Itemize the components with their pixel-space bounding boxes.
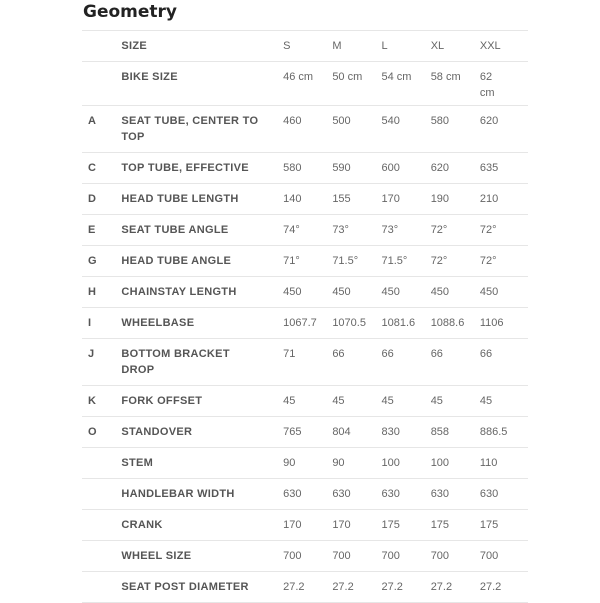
row-value: 45 xyxy=(283,386,332,417)
table-row xyxy=(82,541,528,572)
row-value: 175 xyxy=(480,510,528,541)
row-value: 700 xyxy=(431,541,480,572)
row-value: 27.2 xyxy=(431,572,480,603)
row-label: CRANK xyxy=(121,510,283,541)
row-value: 66 xyxy=(382,339,431,386)
row-value: 1106 xyxy=(480,308,528,339)
row-value: 620 xyxy=(431,153,480,184)
row-code: C xyxy=(82,153,121,184)
row-value: 110 xyxy=(480,448,528,479)
geometry-table xyxy=(82,30,528,603)
row-value: 580 xyxy=(283,153,332,184)
table-row xyxy=(82,339,528,386)
row-value: 500 xyxy=(332,106,381,153)
row-value: 45 xyxy=(431,386,480,417)
row-value: 450 xyxy=(480,277,528,308)
row-label: FORK OFFSET xyxy=(121,386,283,417)
row-value: 90 xyxy=(283,448,332,479)
row-value: 590 xyxy=(332,153,381,184)
row-label: SEAT POST DIAMETER xyxy=(121,572,283,603)
row-value: 71.5° xyxy=(382,246,431,277)
table-row xyxy=(82,277,528,308)
row-value: 886.5 xyxy=(480,417,528,448)
row-value: 1088.6 xyxy=(431,308,480,339)
row-value: 27.2 xyxy=(382,572,431,603)
row-code: J xyxy=(82,339,121,386)
row-value: 1070.5 xyxy=(332,308,381,339)
row-value: 71° xyxy=(283,246,332,277)
row-value: 66 xyxy=(332,339,381,386)
row-label: BIKE SIZE xyxy=(121,62,283,106)
header-size-m: M xyxy=(332,31,381,62)
row-code: H xyxy=(82,277,121,308)
row-code xyxy=(82,62,121,106)
row-value: 66 xyxy=(480,339,528,386)
row-code xyxy=(82,572,121,603)
row-value: 175 xyxy=(382,510,431,541)
header-size-label: SIZE xyxy=(121,31,283,62)
row-value: 630 xyxy=(431,479,480,510)
header-code-cell xyxy=(82,31,121,62)
row-value: 630 xyxy=(332,479,381,510)
table-row xyxy=(82,479,528,510)
row-value: 73° xyxy=(332,215,381,246)
row-value: 450 xyxy=(431,277,480,308)
row-value: 50 cm xyxy=(332,62,381,106)
row-value: 27.2 xyxy=(332,572,381,603)
row-value: 858 xyxy=(431,417,480,448)
row-value: 460 xyxy=(283,106,332,153)
row-value: 71.5° xyxy=(332,246,381,277)
row-label: HEAD TUBE ANGLE xyxy=(121,246,283,277)
table-row xyxy=(82,215,528,246)
row-value: 100 xyxy=(382,448,431,479)
row-label: BOTTOM BRACKET DROP xyxy=(121,339,283,386)
row-value: 190 xyxy=(431,184,480,215)
row-value: 66 xyxy=(431,339,480,386)
row-value: 620 xyxy=(480,106,528,153)
row-label: SEAT TUBE ANGLE xyxy=(121,215,283,246)
row-label: HEAD TUBE LENGTH xyxy=(121,184,283,215)
table-row xyxy=(82,308,528,339)
row-value: 450 xyxy=(382,277,431,308)
row-value: 62 cm xyxy=(480,62,528,106)
table-header-row xyxy=(82,31,528,62)
row-code xyxy=(82,541,121,572)
table-row xyxy=(82,510,528,541)
row-value: 630 xyxy=(480,479,528,510)
row-value: 27.2 xyxy=(283,572,332,603)
row-value: 635 xyxy=(480,153,528,184)
row-value: 100 xyxy=(431,448,480,479)
row-value: 90 xyxy=(332,448,381,479)
table-row xyxy=(82,417,528,448)
row-code xyxy=(82,479,121,510)
row-value: 830 xyxy=(382,417,431,448)
row-code: I xyxy=(82,308,121,339)
row-value: 630 xyxy=(382,479,431,510)
row-value: 600 xyxy=(382,153,431,184)
row-label: CHAINSTAY LENGTH xyxy=(121,277,283,308)
row-value: 580 xyxy=(431,106,480,153)
row-value: 72° xyxy=(480,215,528,246)
table-row xyxy=(82,448,528,479)
header-size-xxl: XXL xyxy=(480,31,528,62)
row-value: 765 xyxy=(283,417,332,448)
row-value: 450 xyxy=(283,277,332,308)
row-value: 1067.7 xyxy=(283,308,332,339)
row-value: 170 xyxy=(332,510,381,541)
geometry-table-body xyxy=(82,31,528,603)
header-size-l: L xyxy=(382,31,431,62)
header-size-s: S xyxy=(283,31,332,62)
row-code xyxy=(82,448,121,479)
row-code: A xyxy=(82,106,121,153)
row-value: 804 xyxy=(332,417,381,448)
row-value: 700 xyxy=(283,541,332,572)
page-title: Geometry xyxy=(83,2,177,22)
row-value: 700 xyxy=(382,541,431,572)
row-label: SEAT TUBE, CENTER TO TOP xyxy=(121,106,283,153)
row-value: 74° xyxy=(283,215,332,246)
row-value: 45 xyxy=(382,386,431,417)
row-value: 630 xyxy=(283,479,332,510)
row-value: 58 cm xyxy=(431,62,480,106)
row-label: STANDOVER xyxy=(121,417,283,448)
row-code: E xyxy=(82,215,121,246)
row-value: 140 xyxy=(283,184,332,215)
row-code: O xyxy=(82,417,121,448)
row-label: WHEELBASE xyxy=(121,308,283,339)
header-size-xl: XL xyxy=(431,31,480,62)
row-value: 540 xyxy=(382,106,431,153)
row-label: STEM xyxy=(121,448,283,479)
row-value: 73° xyxy=(382,215,431,246)
row-value: 46 cm xyxy=(283,62,332,106)
row-value: 170 xyxy=(283,510,332,541)
row-code: D xyxy=(82,184,121,215)
table-row xyxy=(82,246,528,277)
row-value: 175 xyxy=(431,510,480,541)
row-value: 27.2 xyxy=(480,572,528,603)
table-row xyxy=(82,62,528,106)
row-value: 450 xyxy=(332,277,381,308)
row-value: 700 xyxy=(332,541,381,572)
row-value: 155 xyxy=(332,184,381,215)
table-row xyxy=(82,572,528,603)
row-value: 54 cm xyxy=(382,62,431,106)
row-label: HANDLEBAR WIDTH xyxy=(121,479,283,510)
table-row xyxy=(82,153,528,184)
row-value: 71 xyxy=(283,339,332,386)
row-code xyxy=(82,510,121,541)
row-code: K xyxy=(82,386,121,417)
table-row xyxy=(82,386,528,417)
row-value: 45 xyxy=(480,386,528,417)
row-code: G xyxy=(82,246,121,277)
row-value: 45 xyxy=(332,386,381,417)
row-label: TOP TUBE, EFFECTIVE xyxy=(121,153,283,184)
row-value: 72° xyxy=(431,246,480,277)
row-value: 210 xyxy=(480,184,528,215)
row-value: 700 xyxy=(480,541,528,572)
table-row xyxy=(82,106,528,153)
row-value: 1081.6 xyxy=(382,308,431,339)
row-label: WHEEL SIZE xyxy=(121,541,283,572)
row-value: 72° xyxy=(431,215,480,246)
row-value: 170 xyxy=(382,184,431,215)
table-row xyxy=(82,184,528,215)
row-value: 72° xyxy=(480,246,528,277)
